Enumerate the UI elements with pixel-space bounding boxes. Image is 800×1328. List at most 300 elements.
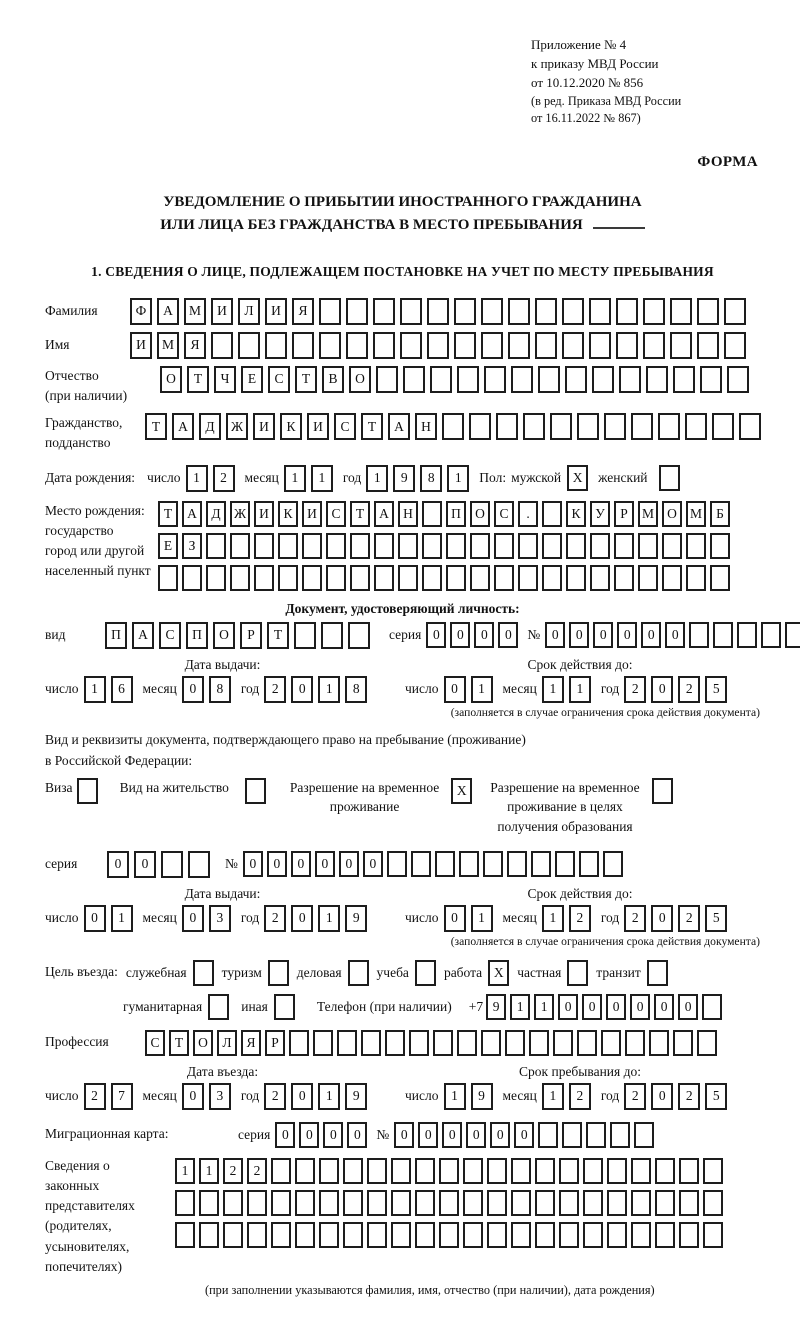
checkbox-residence-permit[interactable] (245, 778, 266, 804)
char-cell[interactable]: 0 (498, 622, 518, 648)
char-cell[interactable] (319, 1222, 339, 1248)
char-cell[interactable] (494, 565, 514, 591)
char-cell[interactable]: Н (415, 413, 437, 440)
char-cell[interactable] (555, 851, 575, 877)
char-cell[interactable] (459, 851, 479, 877)
char-cell[interactable] (223, 1222, 243, 1248)
char-cell[interactable]: О (160, 366, 182, 393)
char-cell[interactable]: 2 (624, 905, 646, 932)
char-cell[interactable] (679, 1190, 699, 1216)
char-cell[interactable]: А (374, 501, 394, 527)
char-cell[interactable]: 1 (84, 676, 106, 703)
char-cell[interactable] (400, 298, 422, 325)
char-cell[interactable]: 0 (654, 994, 674, 1020)
char-cell[interactable]: 2 (624, 676, 646, 703)
char-cell[interactable]: М (638, 501, 658, 527)
char-cell[interactable]: 1 (569, 676, 591, 703)
checkbox-visa[interactable] (77, 778, 98, 804)
char-cell[interactable]: Я (292, 298, 314, 325)
char-cell[interactable] (391, 1158, 411, 1184)
char-cell[interactable] (531, 851, 551, 877)
char-cell[interactable] (422, 533, 442, 559)
char-cell[interactable] (319, 332, 341, 359)
char-cell[interactable]: 1 (311, 465, 333, 492)
char-cell[interactable] (350, 533, 370, 559)
char-cell[interactable]: 0 (651, 905, 673, 932)
char-cell[interactable] (634, 1122, 654, 1148)
char-cell[interactable] (583, 1190, 603, 1216)
char-cell[interactable]: 0 (665, 622, 685, 648)
char-cell[interactable] (619, 366, 641, 393)
checkbox-female[interactable] (659, 465, 680, 491)
char-cell[interactable] (346, 298, 368, 325)
char-cell[interactable]: 2 (569, 1083, 591, 1110)
char-cell[interactable]: 2 (264, 676, 286, 703)
char-cell[interactable] (463, 1190, 483, 1216)
char-cell[interactable]: 0 (134, 851, 156, 878)
char-cell[interactable] (302, 533, 322, 559)
char-cell[interactable] (535, 1158, 555, 1184)
char-cell[interactable]: И (130, 332, 152, 359)
char-cell[interactable]: 5 (705, 905, 727, 932)
char-cell[interactable]: 0 (363, 851, 383, 877)
char-cell[interactable]: 8 (209, 676, 231, 703)
char-cell[interactable] (348, 622, 370, 649)
char-cell[interactable] (373, 298, 395, 325)
char-cell[interactable] (319, 1190, 339, 1216)
char-cell[interactable]: Т (295, 366, 317, 393)
char-cell[interactable]: А (182, 501, 202, 527)
char-cell[interactable] (686, 565, 706, 591)
char-cell[interactable] (703, 1190, 723, 1216)
char-cell[interactable]: У (590, 501, 610, 527)
char-cell[interactable]: Л (217, 1030, 237, 1056)
char-cell[interactable] (577, 413, 599, 440)
char-cell[interactable] (710, 565, 730, 591)
char-cell[interactable]: А (172, 413, 194, 440)
checkbox-private[interactable] (567, 960, 588, 986)
char-cell[interactable]: 1 (318, 1083, 340, 1110)
char-cell[interactable] (321, 622, 343, 649)
char-cell[interactable] (631, 413, 653, 440)
char-cell[interactable] (562, 1122, 582, 1148)
char-cell[interactable] (761, 622, 781, 648)
char-cell[interactable]: 0 (243, 851, 263, 877)
char-cell[interactable] (508, 298, 530, 325)
char-cell[interactable] (400, 332, 422, 359)
char-cell[interactable]: 1 (542, 1083, 564, 1110)
char-cell[interactable]: Я (184, 332, 206, 359)
char-cell[interactable] (577, 1030, 597, 1056)
char-cell[interactable]: 2 (569, 905, 591, 932)
char-cell[interactable]: В (322, 366, 344, 393)
char-cell[interactable]: И (265, 298, 287, 325)
char-cell[interactable]: 2 (678, 905, 700, 932)
char-cell[interactable] (550, 413, 572, 440)
checkbox-study[interactable] (415, 960, 436, 986)
char-cell[interactable]: 1 (534, 994, 554, 1020)
char-cell[interactable] (411, 851, 431, 877)
char-cell[interactable] (367, 1222, 387, 1248)
char-cell[interactable]: 0 (678, 994, 698, 1020)
char-cell[interactable] (496, 413, 518, 440)
char-cell[interactable]: 0 (569, 622, 589, 648)
char-cell[interactable]: 0 (394, 1122, 414, 1148)
char-cell[interactable] (385, 1030, 405, 1056)
char-cell[interactable]: 0 (444, 905, 466, 932)
char-cell[interactable] (614, 533, 634, 559)
checkbox-transit[interactable] (647, 960, 668, 986)
char-cell[interactable] (398, 533, 418, 559)
char-cell[interactable] (631, 1158, 651, 1184)
char-cell[interactable] (614, 565, 634, 591)
char-cell[interactable] (689, 622, 709, 648)
char-cell[interactable] (302, 565, 322, 591)
char-cell[interactable]: 5 (705, 1083, 727, 1110)
char-cell[interactable] (463, 1222, 483, 1248)
char-cell[interactable] (739, 413, 761, 440)
char-cell[interactable]: Я (241, 1030, 261, 1056)
char-cell[interactable] (415, 1190, 435, 1216)
char-cell[interactable] (655, 1190, 675, 1216)
char-cell[interactable] (230, 565, 250, 591)
char-cell[interactable] (589, 332, 611, 359)
char-cell[interactable]: К (280, 413, 302, 440)
char-cell[interactable]: 0 (182, 1083, 204, 1110)
char-cell[interactable] (655, 1222, 675, 1248)
char-cell[interactable]: Т (158, 501, 178, 527)
char-cell[interactable]: 1 (510, 994, 530, 1020)
char-cell[interactable] (247, 1190, 267, 1216)
checkbox-other[interactable] (274, 994, 295, 1020)
char-cell[interactable]: Т (267, 622, 289, 649)
checkbox-rvp[interactable]: X (451, 778, 472, 804)
char-cell[interactable] (610, 1122, 630, 1148)
char-cell[interactable]: 6 (111, 676, 133, 703)
char-cell[interactable]: О (662, 501, 682, 527)
char-cell[interactable] (487, 1158, 507, 1184)
char-cell[interactable]: 1 (542, 676, 564, 703)
char-cell[interactable] (703, 1158, 723, 1184)
char-cell[interactable] (265, 332, 287, 359)
char-cell[interactable] (604, 413, 626, 440)
char-cell[interactable]: 0 (474, 622, 494, 648)
char-cell[interactable] (590, 533, 610, 559)
char-cell[interactable]: К (278, 501, 298, 527)
checkbox-tourism[interactable] (268, 960, 289, 986)
char-cell[interactable] (442, 413, 464, 440)
char-cell[interactable]: С (145, 1030, 165, 1056)
char-cell[interactable]: И (253, 413, 275, 440)
char-cell[interactable] (589, 298, 611, 325)
char-cell[interactable]: 0 (630, 994, 650, 1020)
char-cell[interactable] (679, 1158, 699, 1184)
char-cell[interactable] (562, 298, 584, 325)
char-cell[interactable] (625, 1030, 645, 1056)
char-cell[interactable] (712, 413, 734, 440)
char-cell[interactable]: 1 (318, 676, 340, 703)
char-cell[interactable] (511, 1158, 531, 1184)
char-cell[interactable]: 0 (442, 1122, 462, 1148)
char-cell[interactable]: С (268, 366, 290, 393)
char-cell[interactable]: Т (350, 501, 370, 527)
char-cell[interactable] (607, 1222, 627, 1248)
char-cell[interactable] (247, 1222, 267, 1248)
char-cell[interactable]: 2 (247, 1158, 267, 1184)
char-cell[interactable]: 0 (107, 851, 129, 878)
char-cell[interactable] (583, 1222, 603, 1248)
char-cell[interactable] (713, 622, 733, 648)
char-cell[interactable] (337, 1030, 357, 1056)
char-cell[interactable] (583, 1158, 603, 1184)
char-cell[interactable]: Ж (226, 413, 248, 440)
char-cell[interactable] (494, 533, 514, 559)
char-cell[interactable]: С (494, 501, 514, 527)
char-cell[interactable]: 0 (426, 622, 446, 648)
char-cell[interactable] (508, 332, 530, 359)
char-cell[interactable]: 0 (182, 676, 204, 703)
char-cell[interactable] (697, 1030, 717, 1056)
char-cell[interactable] (487, 1222, 507, 1248)
char-cell[interactable] (433, 1030, 453, 1056)
char-cell[interactable] (724, 298, 746, 325)
char-cell[interactable] (292, 332, 314, 359)
char-cell[interactable]: Л (238, 298, 260, 325)
char-cell[interactable] (470, 533, 490, 559)
char-cell[interactable] (326, 533, 346, 559)
char-cell[interactable]: 0 (651, 676, 673, 703)
char-cell[interactable] (592, 366, 614, 393)
char-cell[interactable] (415, 1222, 435, 1248)
char-cell[interactable] (649, 1030, 669, 1056)
char-cell[interactable] (387, 851, 407, 877)
char-cell[interactable] (700, 366, 722, 393)
char-cell[interactable] (518, 533, 538, 559)
char-cell[interactable] (566, 565, 586, 591)
char-cell[interactable]: Р (614, 501, 634, 527)
char-cell[interactable]: И (307, 413, 329, 440)
char-cell[interactable]: 0 (291, 1083, 313, 1110)
char-cell[interactable] (724, 332, 746, 359)
char-cell[interactable] (559, 1222, 579, 1248)
char-cell[interactable] (697, 332, 719, 359)
char-cell[interactable]: 2 (264, 1083, 286, 1110)
char-cell[interactable] (343, 1190, 363, 1216)
char-cell[interactable] (319, 298, 341, 325)
char-cell[interactable] (278, 565, 298, 591)
char-cell[interactable]: 0 (291, 676, 313, 703)
char-cell[interactable]: 0 (466, 1122, 486, 1148)
char-cell[interactable]: 2 (264, 905, 286, 932)
char-cell[interactable] (343, 1158, 363, 1184)
char-cell[interactable]: 2 (223, 1158, 243, 1184)
char-cell[interactable]: 9 (345, 1083, 367, 1110)
char-cell[interactable] (376, 366, 398, 393)
char-cell[interactable] (538, 366, 560, 393)
char-cell[interactable] (343, 1222, 363, 1248)
char-cell[interactable] (638, 565, 658, 591)
char-cell[interactable] (631, 1190, 651, 1216)
char-cell[interactable]: 2 (213, 465, 235, 492)
char-cell[interactable] (295, 1190, 315, 1216)
char-cell[interactable]: Т (145, 413, 167, 440)
char-cell[interactable]: 0 (558, 994, 578, 1020)
char-cell[interactable] (535, 298, 557, 325)
char-cell[interactable]: О (213, 622, 235, 649)
char-cell[interactable] (422, 501, 442, 527)
char-cell[interactable]: 5 (705, 676, 727, 703)
char-cell[interactable] (542, 501, 562, 527)
char-cell[interactable] (702, 994, 722, 1020)
char-cell[interactable]: Д (199, 413, 221, 440)
char-cell[interactable] (435, 851, 455, 877)
char-cell[interactable] (518, 565, 538, 591)
char-cell[interactable]: П (446, 501, 466, 527)
char-cell[interactable]: 8 (420, 465, 442, 492)
char-cell[interactable] (603, 851, 623, 877)
char-cell[interactable] (542, 533, 562, 559)
char-cell[interactable]: 0 (651, 1083, 673, 1110)
char-cell[interactable]: 0 (267, 851, 287, 877)
char-cell[interactable]: 0 (593, 622, 613, 648)
char-cell[interactable]: 0 (606, 994, 626, 1020)
char-cell[interactable]: 1 (366, 465, 388, 492)
char-cell[interactable] (685, 413, 707, 440)
char-cell[interactable]: Н (398, 501, 418, 527)
char-cell[interactable]: 0 (339, 851, 359, 877)
char-cell[interactable] (361, 1030, 381, 1056)
char-cell[interactable] (230, 533, 250, 559)
char-cell[interactable] (439, 1190, 459, 1216)
char-cell[interactable] (439, 1158, 459, 1184)
char-cell[interactable] (439, 1222, 459, 1248)
checkbox-work[interactable]: X (488, 960, 509, 986)
char-cell[interactable] (697, 298, 719, 325)
checkbox-official[interactable] (193, 960, 214, 986)
char-cell[interactable]: 3 (209, 905, 231, 932)
char-cell[interactable] (607, 1190, 627, 1216)
char-cell[interactable]: 9 (486, 994, 506, 1020)
char-cell[interactable] (446, 565, 466, 591)
char-cell[interactable] (481, 332, 503, 359)
char-cell[interactable] (679, 1222, 699, 1248)
char-cell[interactable] (254, 565, 274, 591)
char-cell[interactable]: 0 (182, 905, 204, 932)
char-cell[interactable] (295, 1158, 315, 1184)
char-cell[interactable] (616, 332, 638, 359)
char-cell[interactable] (646, 366, 668, 393)
char-cell[interactable] (199, 1190, 219, 1216)
char-cell[interactable] (511, 1222, 531, 1248)
char-cell[interactable]: 0 (315, 851, 335, 877)
char-cell[interactable] (313, 1030, 333, 1056)
char-cell[interactable]: 1 (444, 1083, 466, 1110)
char-cell[interactable]: 0 (275, 1122, 295, 1148)
char-cell[interactable]: З (182, 533, 202, 559)
char-cell[interactable]: 1 (542, 905, 564, 932)
char-cell[interactable]: 0 (418, 1122, 438, 1148)
char-cell[interactable]: И (211, 298, 233, 325)
char-cell[interactable]: 0 (641, 622, 661, 648)
char-cell[interactable]: А (388, 413, 410, 440)
checkbox-humanitarian[interactable] (208, 994, 229, 1020)
char-cell[interactable] (289, 1030, 309, 1056)
char-cell[interactable] (391, 1222, 411, 1248)
char-cell[interactable] (710, 533, 730, 559)
char-cell[interactable]: Т (361, 413, 383, 440)
char-cell[interactable] (427, 332, 449, 359)
char-cell[interactable]: О (349, 366, 371, 393)
char-cell[interactable] (586, 1122, 606, 1148)
char-cell[interactable] (616, 298, 638, 325)
char-cell[interactable] (670, 298, 692, 325)
char-cell[interactable] (254, 533, 274, 559)
char-cell[interactable] (535, 332, 557, 359)
char-cell[interactable] (271, 1158, 291, 1184)
char-cell[interactable]: Е (241, 366, 263, 393)
char-cell[interactable] (206, 565, 226, 591)
char-cell[interactable] (391, 1190, 411, 1216)
char-cell[interactable] (658, 413, 680, 440)
char-cell[interactable]: С (334, 413, 356, 440)
char-cell[interactable] (487, 1190, 507, 1216)
char-cell[interactable]: П (186, 622, 208, 649)
char-cell[interactable]: 2 (678, 676, 700, 703)
char-cell[interactable]: Т (187, 366, 209, 393)
char-cell[interactable]: А (157, 298, 179, 325)
char-cell[interactable] (507, 851, 527, 877)
char-cell[interactable] (638, 533, 658, 559)
char-cell[interactable]: Р (265, 1030, 285, 1056)
char-cell[interactable] (481, 298, 503, 325)
char-cell[interactable]: 0 (291, 851, 311, 877)
char-cell[interactable] (238, 332, 260, 359)
char-cell[interactable] (430, 366, 452, 393)
char-cell[interactable]: Т (169, 1030, 189, 1056)
char-cell[interactable]: 1 (284, 465, 306, 492)
char-cell[interactable] (457, 366, 479, 393)
char-cell[interactable] (607, 1158, 627, 1184)
char-cell[interactable] (538, 1122, 558, 1148)
char-cell[interactable] (454, 298, 476, 325)
char-cell[interactable]: 1 (471, 676, 493, 703)
char-cell[interactable]: Ж (230, 501, 250, 527)
char-cell[interactable] (175, 1222, 195, 1248)
char-cell[interactable] (161, 851, 183, 878)
char-cell[interactable]: 0 (347, 1122, 367, 1148)
checkbox-rvp-education[interactable] (652, 778, 673, 804)
char-cell[interactable] (367, 1158, 387, 1184)
char-cell[interactable]: Ф (130, 298, 152, 325)
char-cell[interactable] (374, 533, 394, 559)
char-cell[interactable] (590, 565, 610, 591)
char-cell[interactable] (631, 1222, 651, 1248)
char-cell[interactable]: С (326, 501, 346, 527)
char-cell[interactable] (673, 1030, 693, 1056)
char-cell[interactable] (579, 851, 599, 877)
char-cell[interactable] (469, 413, 491, 440)
char-cell[interactable]: О (193, 1030, 213, 1056)
char-cell[interactable] (326, 565, 346, 591)
char-cell[interactable]: 0 (514, 1122, 534, 1148)
char-cell[interactable] (535, 1222, 555, 1248)
char-cell[interactable] (542, 565, 562, 591)
char-cell[interactable] (483, 851, 503, 877)
char-cell[interactable] (785, 622, 800, 648)
char-cell[interactable]: 1 (447, 465, 469, 492)
char-cell[interactable]: 0 (291, 905, 313, 932)
char-cell[interactable] (294, 622, 316, 649)
